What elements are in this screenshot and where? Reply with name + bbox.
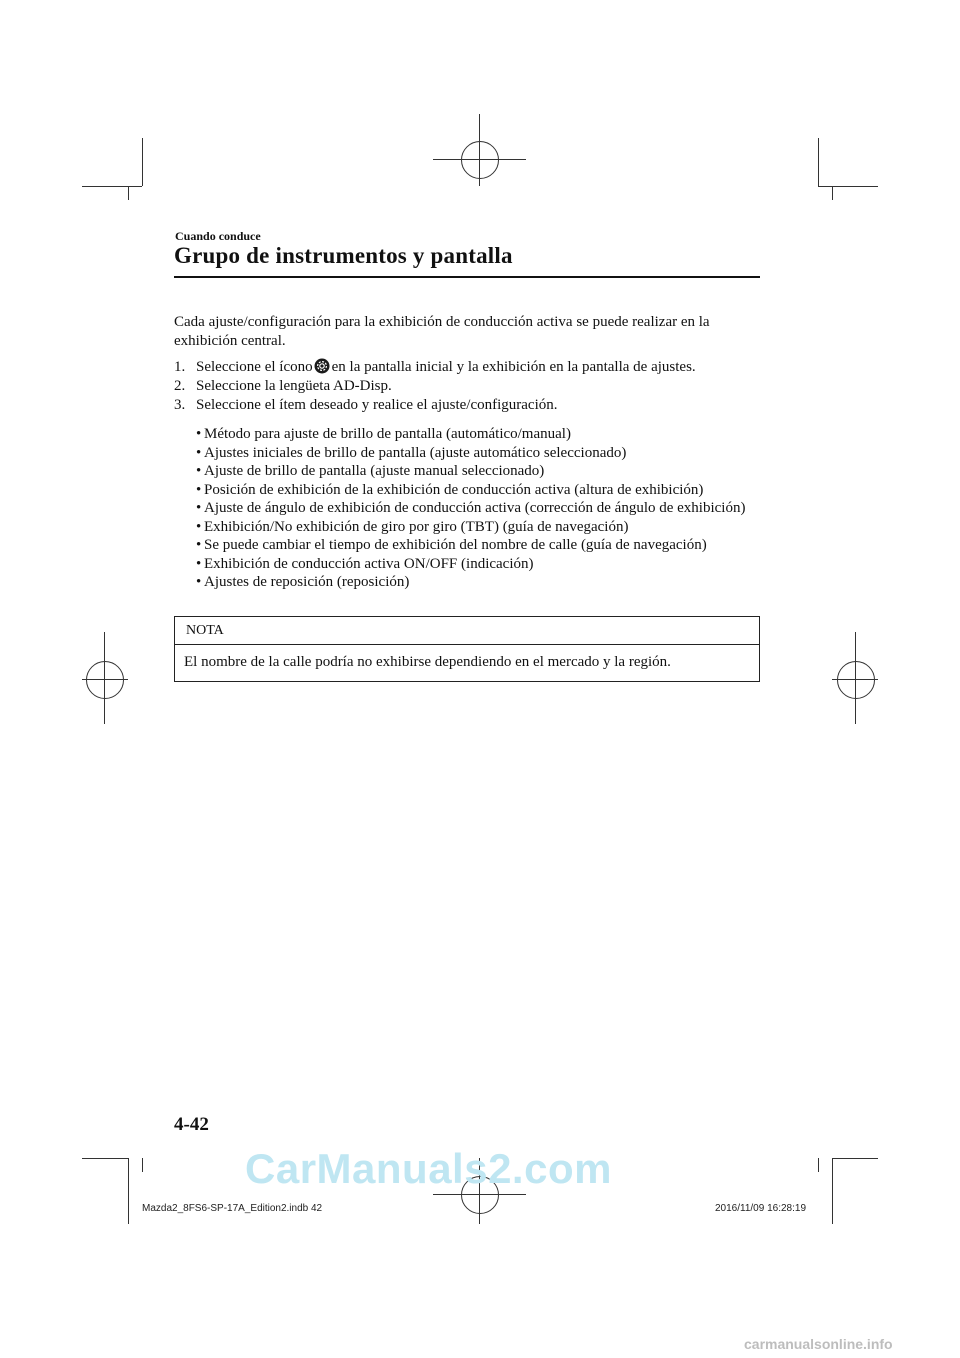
steps-list <box>174 358 764 415</box>
crop-mark <box>832 1158 833 1224</box>
gear-icon <box>314 358 330 374</box>
list-item <box>196 425 756 444</box>
note-box <box>174 616 760 682</box>
crop-mark <box>832 186 833 200</box>
watermark: CarManuals2.com <box>245 1145 612 1192</box>
crop-mark <box>818 138 819 186</box>
list-item <box>196 555 756 574</box>
list-item-text: Ajustes iniciales de brillo de pantalla (ajuste automático seleccionado) <box>204 444 627 461</box>
page-number: 4-42 <box>174 1114 209 1135</box>
crop-mark <box>128 1158 129 1224</box>
crop-mark <box>818 1158 819 1172</box>
step-number: 2. <box>174 378 186 394</box>
registration-circle <box>86 661 124 699</box>
crop-mark <box>142 138 143 186</box>
step-text: Seleccione el ícono <box>196 359 313 375</box>
settings-list <box>196 425 756 592</box>
crop-mark <box>818 186 878 187</box>
step-text: Seleccione la lengüeta AD-Disp. <box>196 378 392 394</box>
list-item-text: Método para ajuste de brillo de pantalla (automático/manual) <box>204 426 571 442</box>
page-title: Grupo de instrumentos y pantalla <box>174 243 513 268</box>
bullet-icon: • <box>196 500 202 516</box>
step-text: en la pantalla inicial y la exhibición en la pantalla de ajustes. <box>331 359 696 375</box>
step-number: 3. <box>174 397 186 413</box>
bullet-icon: • <box>196 574 202 590</box>
section-label: Cuando conduce <box>175 229 261 243</box>
bullet-icon: • <box>196 537 202 553</box>
list-item-text: Exhibición/No exhibición de giro por giro (TBT) (guía de navegación) <box>204 518 629 535</box>
list-item-text: Posición de exhibición de la exhibición de conducción activa (altura de exhibición) <box>204 481 704 498</box>
intro-paragraph: Cada ajuste/configuración para la exhibición de conducción activa se puede realizar en la exhibición central. <box>174 314 710 349</box>
registration-circle <box>837 661 875 699</box>
bullet-icon: • <box>196 518 202 535</box>
crop-mark <box>82 1158 128 1159</box>
list-item-text: Ajuste de ángulo de exhibición de conducción activa (corrección de ángulo de exhibición) <box>204 500 746 516</box>
list-item <box>196 499 756 518</box>
crop-mark <box>142 1158 143 1172</box>
list-item <box>196 573 756 592</box>
crop-mark <box>82 186 142 187</box>
bullet-icon: • <box>196 481 202 498</box>
crop-mark <box>128 186 129 200</box>
crop-mark <box>832 1158 878 1159</box>
list-item <box>196 536 756 555</box>
step-item <box>174 358 764 377</box>
title-divider <box>174 276 760 278</box>
bullet-icon: • <box>196 426 202 442</box>
site-footer-link[interactable]: carmanualsonline.info <box>744 1336 893 1352</box>
print-timestamp: 2016/11/09 16:28:19 <box>715 1203 807 1214</box>
print-file-info: Mazda2_8FS6-SP-17A_Edition2.indb 42 <box>142 1203 323 1214</box>
note-text: El nombre de la calle podría no exhibirse dependiendo en el mercado y la región. <box>184 654 671 670</box>
list-item-text: Exhibición de conducción activa ON/OFF (indicación) <box>204 555 534 572</box>
bullet-icon: • <box>196 463 202 479</box>
bullet-icon: • <box>196 444 202 461</box>
list-item <box>196 462 756 481</box>
list-item-text: Se puede cambiar el tiempo de exhibición del nombre de calle (guía de navegación) <box>204 537 707 553</box>
list-item <box>196 444 756 463</box>
step-text: Seleccione el ítem deseado y realice el ajuste/configuración. <box>196 397 558 413</box>
list-item-text: Ajuste de brillo de pantalla (ajuste manual seleccionado) <box>204 463 545 479</box>
list-item <box>196 481 756 500</box>
step-item <box>174 396 764 415</box>
list-item <box>196 518 756 537</box>
note-title: NOTA <box>186 623 224 638</box>
step-number: 1. <box>174 359 186 375</box>
bullet-icon: • <box>196 555 202 572</box>
note-header <box>175 617 759 645</box>
list-item-text: Ajustes de reposición (reposición) <box>204 574 410 590</box>
registration-circle <box>461 141 499 179</box>
step-item <box>174 377 764 396</box>
